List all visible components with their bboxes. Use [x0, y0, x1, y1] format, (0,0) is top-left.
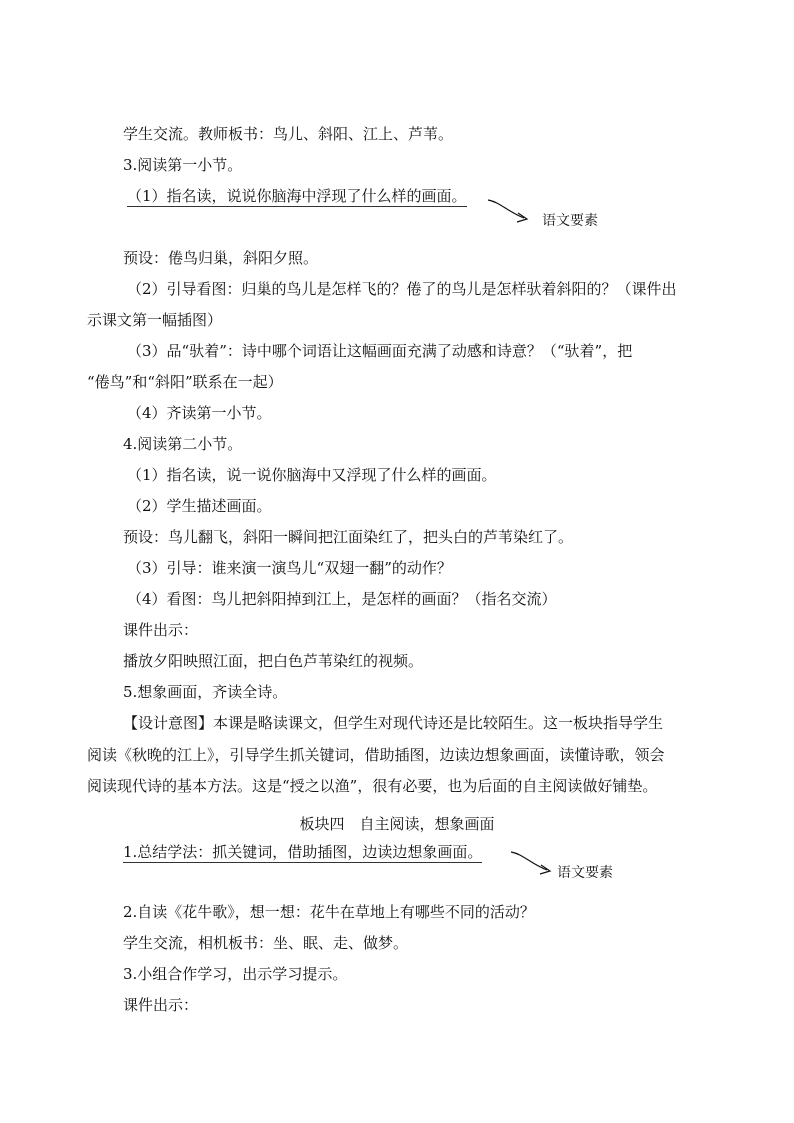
text-line: 课件出示： [123, 996, 199, 1014]
text-line [127, 186, 467, 206]
text-line: （2）引导看图：归巢的鸟儿是怎样飞的？倦了的鸟儿是怎样驮着斜阳的？（课件出 [127, 280, 677, 298]
text-line: 3.阅读第一小节。 [123, 156, 243, 174]
text-line [123, 842, 482, 862]
text-line: 预设：鸟儿翻飞，斜阳一瞬间把江面染红了，把头白的芦苇染红了。 [123, 528, 574, 546]
text-line: （4）看图：鸟儿把斜阳掉到江上，是怎样的画面？（指名交流） [127, 590, 557, 608]
annotation-label: 语文要素 [557, 865, 613, 881]
text-line: 4.阅读第二小节。 [123, 435, 243, 453]
text-line: （2）学生描述画面。 [127, 497, 272, 515]
text-line: （3）引导：谁来演一演鸟儿“双翅一翻”的动作？ [127, 559, 452, 577]
section-heading: 板块四 自主阅读，想象画面 [299, 815, 495, 833]
text-line: “倦鸟”和“斜阳”联系在一起） [87, 373, 283, 391]
annotation-arrow-icon [486, 198, 536, 226]
text-line: 预设：倦鸟归巢，斜阳夕照。 [123, 249, 319, 267]
text-line: 【设计意图】本课是略读课文，但学生对现代诗还是比较陌生。这一板块指导学生 [123, 714, 664, 732]
text-line: （1）指名读，说一说你脑海中又浮现了什么样的画面。 [127, 466, 497, 484]
text-line: 课件出示： [123, 621, 199, 639]
annotation-arrow-icon [509, 850, 559, 878]
text-line: 5.想象画面，齐读全诗。 [123, 683, 288, 701]
text-line: （3）品“驮着”：诗中哪个词语让这幅画面充满了动感和诗意？（“驮着”，把 [127, 342, 633, 360]
underlined-text: 1.总结学法：抓关键词，借助插图，边读边想象画面。 [123, 843, 483, 861]
text-line: 示课文第一幅插图） [87, 311, 223, 329]
underlined-text: （1）指名读，说说你脑海中浮现了什么样的画面。 [127, 187, 467, 205]
text-line: 2.自读《花牛歌》，想一想：花牛在草地上有哪些不同的活动？ [123, 903, 535, 921]
text-line: 学生交流，相机板书：坐、眠、走、做梦。 [123, 934, 409, 952]
text-line: 阅读现代诗的基本方法。这是“授之以渔”，很有必要，也为后面的自主阅读做好铺垫。 [87, 777, 658, 795]
text-line: （4）齐读第一小节。 [127, 404, 272, 422]
text-line: 学生交流。教师板书：鸟儿、斜阳、江上、芦苇。 [123, 125, 454, 143]
text-line: 阅读《秋晚的江上》，引导学生抓关键词，借助插图，边读边想象画面，读懂诗歌，领会 [87, 746, 665, 764]
annotation-label: 语文要素 [542, 213, 598, 229]
text-line: 3.小组合作学习，出示学习提示。 [123, 965, 348, 983]
text-line: 播放夕阳映照江面，把白色芦苇染红的视频。 [123, 652, 424, 670]
